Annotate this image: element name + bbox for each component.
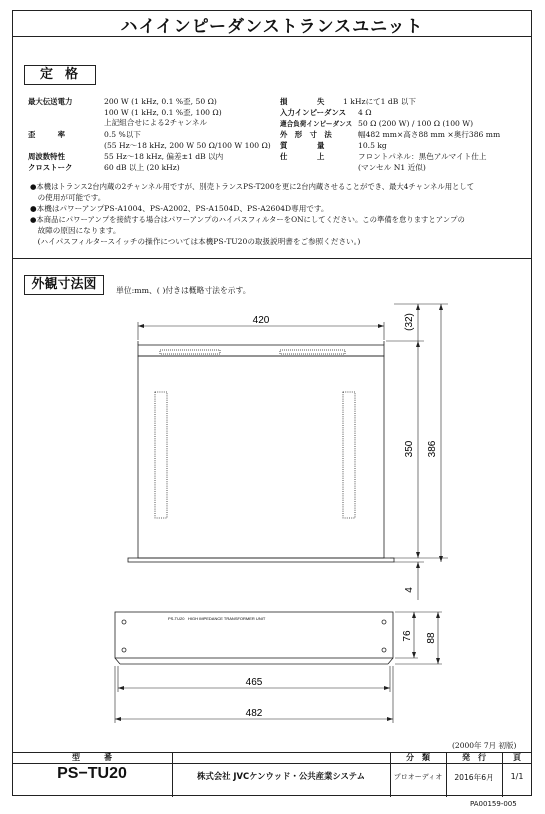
- spec-label: 損 失: [280, 97, 325, 106]
- spec-value: 上記組合せによる2チャンネル: [104, 118, 208, 127]
- dim-front-height-total: 88: [426, 632, 437, 644]
- spec-value: 55 Hz〜18 kHz, 偏差±1 dB 以内: [104, 152, 224, 161]
- dim-front-handle: 4: [404, 587, 415, 593]
- issue-value: 2016年6月: [454, 773, 494, 782]
- spec-label: 外 形 寸 法: [280, 130, 332, 139]
- rack-ears: [128, 558, 394, 562]
- spec-value: 200 W (1 kHz, 0.1 %歪, 50 Ω): [104, 97, 217, 106]
- terminal-strip-right: [280, 350, 345, 354]
- document-code: PA00159-005: [470, 800, 517, 808]
- top-view-body: [138, 356, 384, 558]
- panel-mark-name: HIGH IMPEDANCE TRANSFORMER UNIT: [188, 616, 266, 621]
- spec-value: 4 Ω: [358, 108, 372, 117]
- spec-value: 0.5 %以下: [104, 130, 141, 139]
- rack-hole: [122, 648, 126, 652]
- spec-value: 100 W (1 kHz, 0.1 %歪, 100 Ω): [104, 107, 222, 117]
- page-value: 1/1: [510, 772, 524, 781]
- spec-value: 幅482 mm×高さ88 mm ×奥行386 mm: [358, 130, 501, 139]
- rack-hole: [122, 620, 126, 624]
- spec-label: クロストーク: [28, 163, 73, 172]
- drawing-heading: 外観寸法図: [24, 275, 104, 295]
- spec-value: 1 kHzにて1 dB 以下: [343, 97, 416, 106]
- spec-label: 入力インピーダンス: [280, 108, 347, 117]
- spec-label: 最大伝送電力: [28, 97, 73, 106]
- class-label: 分 類: [406, 753, 430, 762]
- spec-value: フロントパネル：黒色アルマイト仕上: [358, 152, 487, 161]
- dim-front-height-body: 76: [402, 630, 413, 642]
- dim-depth-main: 350: [404, 440, 415, 458]
- dim-top-width: 420: [252, 315, 270, 326]
- class-value: プロオーディオ: [393, 773, 443, 781]
- spec-label: 仕 上: [280, 152, 325, 161]
- edition-note: (2000年 7月 初版): [452, 741, 517, 750]
- issue-label: 発 行: [462, 753, 486, 762]
- spec-value: 50 Ω (200 W) / 100 Ω (100 W): [358, 119, 474, 128]
- vent-slots-left: [155, 392, 167, 518]
- company-name: 株式会社 JVCケンウッド・公共産業システム: [197, 771, 365, 781]
- spec-value: 60 dB 以上 (20 kHz): [104, 163, 180, 172]
- spec-label: 周波数特性: [28, 152, 65, 161]
- note-line: 故障の原因になります。: [30, 226, 121, 235]
- spec-value: (55 Hz〜18 kHz, 200 W 50 Ω/100 W 100 Ω): [104, 140, 271, 150]
- rack-hole: [382, 648, 386, 652]
- model-number: PS−TU20: [57, 765, 127, 782]
- rack-hole: [382, 620, 386, 624]
- spec-value: 10.5 kg: [358, 141, 387, 150]
- document-title: ハイインピーダンストランスユニット: [120, 17, 424, 37]
- model-label: 型 番: [72, 753, 112, 762]
- vent-slots-right: [343, 392, 355, 518]
- dim-rear-protrusion: (32): [404, 313, 415, 331]
- dim-front-width-inner: 465: [245, 677, 263, 688]
- page-label: 頁: [513, 753, 521, 762]
- spec-label: 質 量: [280, 141, 325, 150]
- spec-label: 適合負荷インピーダンス: [280, 120, 353, 128]
- spec-label: 歪 率: [28, 130, 65, 139]
- spec-heading: 定格: [24, 65, 96, 85]
- note-line: の使用が可能です。: [30, 193, 106, 202]
- terminal-strip-left: [160, 350, 220, 354]
- note-line: (ハイパスフィルタースイッチの操作については本機PS-TU20の取扱説明書をご参照ください。): [30, 237, 361, 246]
- dim-depth-total: 386: [427, 440, 438, 458]
- spec-value: (マンセル N1 近似): [358, 162, 426, 172]
- note-line: ●本商品にパワーアンプを接続する場合はパワーアンプのハイパスフィルターをONにしてください。この準備を怠りますとアンプの: [30, 215, 465, 224]
- dim-front-width-total: 482: [245, 708, 263, 719]
- note-line: ●本機はトランス2台内蔵の2チャンネル用ですが、別売トランスPS-T200を更に2台内蔵させることができ、最大4チャンネル用として: [30, 182, 475, 191]
- note-line: ●本機はパワーアンプPS-A1004、PS-A2002、PS-A1504D、PS-A2604D専用です。: [30, 204, 329, 213]
- unit-note: 単位:mm、( )付きは概略寸法を示す。: [116, 286, 251, 295]
- rear-terminal-block: [138, 345, 384, 356]
- panel-mark-model: PS-TU20: [168, 616, 185, 621]
